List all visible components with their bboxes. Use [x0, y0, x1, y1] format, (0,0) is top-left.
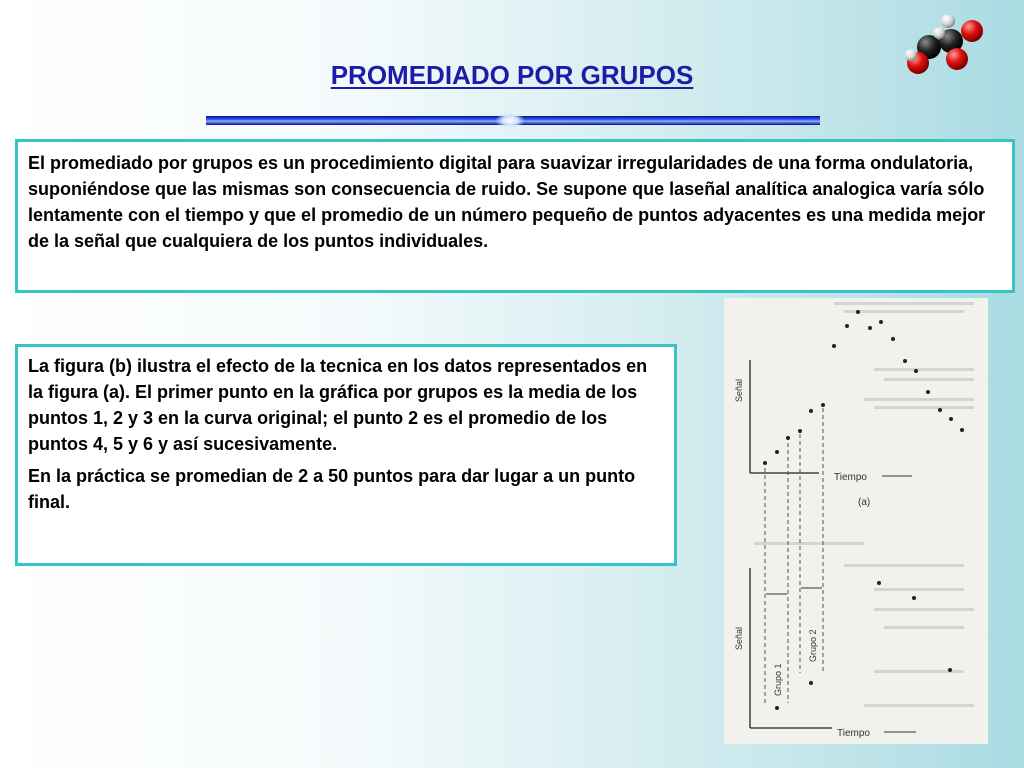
data-point — [786, 436, 790, 440]
data-point — [948, 668, 952, 672]
practice-note-text: En la práctica se promedian de 2 a 50 puntos para dar lugar a un punto final. — [28, 466, 636, 512]
figure-background — [724, 298, 988, 744]
data-point — [926, 390, 930, 394]
data-point — [949, 417, 953, 421]
data-point — [845, 324, 849, 328]
description-text: El promediado por grupos es un procedimiento digital para suavizar irregularidades de una forma ondulatoria, suponiéndose que las mismas son consecuencia de ruido. Se supone que laseñal analítica analogica varía sólo lentamente con el tiempo y que el promedio de un número pequeño de puntos adyacentes es una medida mejor de la señal que cualquiera de los puntos individuales. — [28, 153, 986, 251]
explanation-text: La figura (b) ilustra el efecto de la tecnica en los datos representados en la figura (a). El primer punto en la gráfica por grupos es la media de los puntos 1, 2 y 3 en la curva original; el punto 2 es el promedio de los puntos 4, 5 y 6 y así sucesivamente. — [28, 356, 648, 454]
data-point — [809, 681, 813, 685]
data-point — [914, 369, 918, 373]
bottom-plot-xlabel: Tiempo — [837, 728, 870, 739]
data-point — [821, 403, 825, 407]
data-point — [903, 359, 907, 363]
data-point — [775, 450, 779, 454]
description-box — [15, 139, 1015, 293]
data-point — [763, 461, 767, 465]
molecule-icon — [903, 15, 987, 79]
group-2-label: Grupo 2 — [808, 629, 818, 662]
data-point — [798, 429, 802, 433]
data-point — [891, 337, 895, 341]
data-point — [809, 409, 813, 413]
top-plot-xlabel: Tiempo — [834, 472, 867, 483]
data-point — [960, 428, 964, 432]
data-point — [877, 581, 881, 585]
bottom-plot-ylabel: Señal — [734, 626, 744, 650]
top-plot-caption: (a) — [858, 497, 871, 508]
slide-title: PROMEDIADO POR GRUPOS — [330, 60, 694, 90]
data-point — [832, 344, 836, 348]
top-plot-ylabel: Señal — [734, 378, 744, 402]
data-point — [912, 596, 916, 600]
ensemble-averaging-figure — [724, 298, 988, 744]
data-point — [868, 326, 872, 330]
divider-glow — [496, 113, 524, 128]
explanation-box — [15, 344, 677, 566]
data-point — [938, 408, 942, 412]
data-point — [856, 310, 860, 314]
title-divider-bar — [206, 116, 820, 125]
group-1-label: Grupo 1 — [773, 663, 783, 696]
data-point — [879, 320, 883, 324]
data-point — [775, 706, 779, 710]
